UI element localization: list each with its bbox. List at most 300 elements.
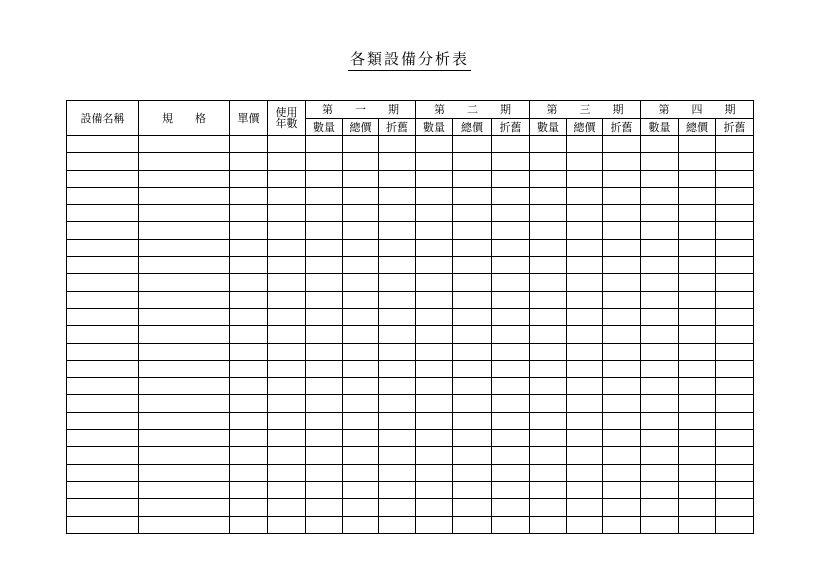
table-cell[interactable]: [530, 308, 567, 325]
table-cell[interactable]: [716, 308, 754, 325]
table-cell[interactable]: [603, 291, 641, 308]
table-cell[interactable]: [567, 360, 603, 377]
table-cell[interactable]: [67, 395, 139, 412]
table-cell[interactable]: [453, 360, 492, 377]
table-cell[interactable]: [603, 464, 641, 481]
table-cell[interactable]: [230, 395, 268, 412]
table-cell[interactable]: [306, 395, 343, 412]
table-cell[interactable]: [530, 516, 567, 533]
table-cell[interactable]: [416, 170, 453, 187]
table-cell[interactable]: [567, 153, 603, 170]
table-cell[interactable]: [716, 360, 754, 377]
table-cell[interactable]: [230, 516, 268, 533]
table-cell[interactable]: [379, 326, 416, 343]
table-cell[interactable]: [379, 170, 416, 187]
table-cell[interactable]: [492, 464, 530, 481]
table-cell[interactable]: [343, 378, 379, 395]
table-cell[interactable]: [567, 239, 603, 256]
table-cell[interactable]: [641, 481, 679, 498]
table-cell[interactable]: [492, 516, 530, 533]
table-cell[interactable]: [492, 395, 530, 412]
table-cell[interactable]: [716, 257, 754, 274]
table-cell[interactable]: [679, 499, 716, 516]
table-cell[interactable]: [641, 412, 679, 429]
table-cell[interactable]: [379, 499, 416, 516]
table-cell[interactable]: [230, 222, 268, 239]
table-cell[interactable]: [603, 447, 641, 464]
table-cell[interactable]: [453, 205, 492, 222]
table-cell[interactable]: [139, 326, 230, 343]
table-cell[interactable]: [679, 430, 716, 447]
table-cell[interactable]: [530, 447, 567, 464]
table-cell[interactable]: [679, 187, 716, 204]
table-cell[interactable]: [230, 239, 268, 256]
table-cell[interactable]: [530, 360, 567, 377]
table-cell[interactable]: [641, 343, 679, 360]
table-cell[interactable]: [492, 326, 530, 343]
table-cell[interactable]: [139, 516, 230, 533]
table-cell[interactable]: [492, 205, 530, 222]
table-cell[interactable]: [679, 222, 716, 239]
table-cell[interactable]: [139, 343, 230, 360]
table-cell[interactable]: [453, 257, 492, 274]
table-cell[interactable]: [453, 326, 492, 343]
table-cell[interactable]: [268, 464, 306, 481]
table-cell[interactable]: [453, 516, 492, 533]
table-cell[interactable]: [139, 153, 230, 170]
table-cell[interactable]: [343, 257, 379, 274]
table-cell[interactable]: [567, 187, 603, 204]
table-cell[interactable]: [139, 222, 230, 239]
table-cell[interactable]: [67, 222, 139, 239]
table-cell[interactable]: [492, 343, 530, 360]
table-cell[interactable]: [139, 430, 230, 447]
table-cell[interactable]: [379, 343, 416, 360]
table-cell[interactable]: [416, 378, 453, 395]
table-cell[interactable]: [416, 326, 453, 343]
table-cell[interactable]: [716, 136, 754, 153]
table-cell[interactable]: [453, 153, 492, 170]
table-cell[interactable]: [492, 187, 530, 204]
table-cell[interactable]: [567, 430, 603, 447]
table-cell[interactable]: [67, 257, 139, 274]
table-cell[interactable]: [416, 481, 453, 498]
table-cell[interactable]: [567, 291, 603, 308]
table-cell[interactable]: [416, 136, 453, 153]
table-cell[interactable]: [679, 136, 716, 153]
table-cell[interactable]: [530, 257, 567, 274]
table-cell[interactable]: [139, 360, 230, 377]
table-cell[interactable]: [492, 257, 530, 274]
table-cell[interactable]: [306, 447, 343, 464]
table-cell[interactable]: [679, 378, 716, 395]
table-cell[interactable]: [379, 153, 416, 170]
table-cell[interactable]: [567, 205, 603, 222]
table-cell[interactable]: [716, 291, 754, 308]
table-cell[interactable]: [453, 239, 492, 256]
table-cell[interactable]: [139, 187, 230, 204]
table-cell[interactable]: [641, 257, 679, 274]
table-cell[interactable]: [492, 360, 530, 377]
table-cell[interactable]: [716, 187, 754, 204]
table-cell[interactable]: [268, 274, 306, 291]
table-cell[interactable]: [268, 239, 306, 256]
table-cell[interactable]: [379, 136, 416, 153]
table-cell[interactable]: [641, 153, 679, 170]
table-cell[interactable]: [67, 516, 139, 533]
table-cell[interactable]: [716, 499, 754, 516]
table-cell[interactable]: [679, 239, 716, 256]
table-cell[interactable]: [379, 447, 416, 464]
table-cell[interactable]: [67, 239, 139, 256]
table-cell[interactable]: [603, 222, 641, 239]
table-cell[interactable]: [230, 499, 268, 516]
table-cell[interactable]: [679, 326, 716, 343]
table-cell[interactable]: [268, 447, 306, 464]
table-cell[interactable]: [641, 516, 679, 533]
table-cell[interactable]: [679, 257, 716, 274]
table-cell[interactable]: [453, 395, 492, 412]
table-cell[interactable]: [530, 291, 567, 308]
table-cell[interactable]: [453, 274, 492, 291]
table-cell[interactable]: [379, 257, 416, 274]
table-cell[interactable]: [306, 153, 343, 170]
table-cell[interactable]: [139, 136, 230, 153]
table-cell[interactable]: [67, 343, 139, 360]
table-cell[interactable]: [603, 378, 641, 395]
table-cell[interactable]: [641, 395, 679, 412]
table-cell[interactable]: [343, 360, 379, 377]
table-cell[interactable]: [641, 291, 679, 308]
table-cell[interactable]: [343, 499, 379, 516]
table-cell[interactable]: [530, 326, 567, 343]
table-cell[interactable]: [716, 153, 754, 170]
table-cell[interactable]: [641, 222, 679, 239]
table-cell[interactable]: [453, 308, 492, 325]
table-cell[interactable]: [230, 360, 268, 377]
table-cell[interactable]: [268, 205, 306, 222]
table-cell[interactable]: [641, 464, 679, 481]
table-cell[interactable]: [716, 378, 754, 395]
table-cell[interactable]: [230, 136, 268, 153]
table-cell[interactable]: [306, 170, 343, 187]
table-cell[interactable]: [343, 395, 379, 412]
table-cell[interactable]: [530, 343, 567, 360]
table-cell[interactable]: [679, 481, 716, 498]
table-cell[interactable]: [306, 516, 343, 533]
table-cell[interactable]: [603, 187, 641, 204]
table-cell[interactable]: [567, 343, 603, 360]
table-cell[interactable]: [306, 481, 343, 498]
table-cell[interactable]: [230, 187, 268, 204]
table-cell[interactable]: [641, 447, 679, 464]
table-cell[interactable]: [567, 395, 603, 412]
table-cell[interactable]: [679, 308, 716, 325]
table-cell[interactable]: [306, 257, 343, 274]
table-cell[interactable]: [453, 499, 492, 516]
table-cell[interactable]: [268, 187, 306, 204]
table-cell[interactable]: [567, 447, 603, 464]
table-cell[interactable]: [268, 395, 306, 412]
table-cell[interactable]: [67, 291, 139, 308]
table-cell[interactable]: [453, 464, 492, 481]
table-cell[interactable]: [379, 274, 416, 291]
table-cell[interactable]: [379, 464, 416, 481]
table-cell[interactable]: [603, 136, 641, 153]
table-cell[interactable]: [139, 308, 230, 325]
table-cell[interactable]: [379, 308, 416, 325]
table-cell[interactable]: [343, 343, 379, 360]
table-cell[interactable]: [716, 430, 754, 447]
table-cell[interactable]: [379, 291, 416, 308]
table-cell[interactable]: [416, 222, 453, 239]
table-cell[interactable]: [230, 464, 268, 481]
table-cell[interactable]: [453, 222, 492, 239]
table-cell[interactable]: [416, 205, 453, 222]
table-cell[interactable]: [679, 343, 716, 360]
table-cell[interactable]: [343, 516, 379, 533]
table-cell[interactable]: [641, 239, 679, 256]
table-cell[interactable]: [453, 378, 492, 395]
table-cell[interactable]: [679, 516, 716, 533]
table-cell[interactable]: [416, 153, 453, 170]
table-cell[interactable]: [268, 430, 306, 447]
table-cell[interactable]: [603, 481, 641, 498]
table-cell[interactable]: [306, 239, 343, 256]
table-cell[interactable]: [67, 136, 139, 153]
table-cell[interactable]: [603, 499, 641, 516]
table-cell[interactable]: [139, 291, 230, 308]
table-cell[interactable]: [453, 412, 492, 429]
table-cell[interactable]: [567, 412, 603, 429]
table-cell[interactable]: [230, 343, 268, 360]
table-cell[interactable]: [716, 274, 754, 291]
table-cell[interactable]: [379, 239, 416, 256]
table-cell[interactable]: [641, 170, 679, 187]
table-cell[interactable]: [641, 274, 679, 291]
table-cell[interactable]: [343, 447, 379, 464]
table-cell[interactable]: [379, 187, 416, 204]
table-cell[interactable]: [453, 136, 492, 153]
table-cell[interactable]: [641, 187, 679, 204]
table-cell[interactable]: [139, 447, 230, 464]
table-cell[interactable]: [716, 170, 754, 187]
table-cell[interactable]: [379, 395, 416, 412]
table-cell[interactable]: [67, 464, 139, 481]
table-cell[interactable]: [716, 205, 754, 222]
table-cell[interactable]: [67, 326, 139, 343]
table-cell[interactable]: [343, 153, 379, 170]
table-cell[interactable]: [641, 326, 679, 343]
table-cell[interactable]: [343, 222, 379, 239]
table-cell[interactable]: [603, 326, 641, 343]
table-cell[interactable]: [306, 412, 343, 429]
table-cell[interactable]: [230, 481, 268, 498]
table-cell[interactable]: [530, 170, 567, 187]
table-cell[interactable]: [567, 499, 603, 516]
table-cell[interactable]: [416, 360, 453, 377]
table-cell[interactable]: [716, 481, 754, 498]
table-cell[interactable]: [416, 516, 453, 533]
table-cell[interactable]: [567, 274, 603, 291]
table-cell[interactable]: [306, 205, 343, 222]
table-cell[interactable]: [567, 257, 603, 274]
table-cell[interactable]: [567, 464, 603, 481]
table-cell[interactable]: [268, 499, 306, 516]
table-cell[interactable]: [268, 257, 306, 274]
table-cell[interactable]: [492, 412, 530, 429]
table-cell[interactable]: [268, 378, 306, 395]
table-cell[interactable]: [306, 343, 343, 360]
table-cell[interactable]: [716, 222, 754, 239]
table-cell[interactable]: [67, 447, 139, 464]
table-cell[interactable]: [139, 170, 230, 187]
table-cell[interactable]: [268, 412, 306, 429]
table-cell[interactable]: [343, 326, 379, 343]
table-cell[interactable]: [343, 291, 379, 308]
table-cell[interactable]: [716, 516, 754, 533]
table-cell[interactable]: [530, 222, 567, 239]
table-cell[interactable]: [379, 430, 416, 447]
table-cell[interactable]: [530, 430, 567, 447]
table-cell[interactable]: [343, 481, 379, 498]
table-cell[interactable]: [306, 136, 343, 153]
table-cell[interactable]: [716, 343, 754, 360]
table-cell[interactable]: [268, 360, 306, 377]
table-cell[interactable]: [492, 308, 530, 325]
table-cell[interactable]: [416, 499, 453, 516]
table-cell[interactable]: [139, 481, 230, 498]
table-cell[interactable]: [603, 170, 641, 187]
table-cell[interactable]: [641, 499, 679, 516]
table-cell[interactable]: [230, 430, 268, 447]
table-cell[interactable]: [492, 378, 530, 395]
table-cell[interactable]: [230, 291, 268, 308]
table-cell[interactable]: [416, 291, 453, 308]
table-cell[interactable]: [530, 395, 567, 412]
table-cell[interactable]: [492, 481, 530, 498]
table-cell[interactable]: [641, 378, 679, 395]
table-cell[interactable]: [230, 326, 268, 343]
table-cell[interactable]: [416, 464, 453, 481]
table-cell[interactable]: [453, 170, 492, 187]
table-cell[interactable]: [139, 464, 230, 481]
table-cell[interactable]: [306, 360, 343, 377]
table-cell[interactable]: [268, 291, 306, 308]
table-cell[interactable]: [603, 308, 641, 325]
table-cell[interactable]: [453, 447, 492, 464]
table-cell[interactable]: [416, 239, 453, 256]
table-cell[interactable]: [567, 136, 603, 153]
table-cell[interactable]: [416, 274, 453, 291]
table-cell[interactable]: [530, 481, 567, 498]
table-cell[interactable]: [139, 274, 230, 291]
table-cell[interactable]: [343, 187, 379, 204]
table-cell[interactable]: [268, 153, 306, 170]
table-cell[interactable]: [67, 378, 139, 395]
table-cell[interactable]: [306, 326, 343, 343]
table-cell[interactable]: [230, 308, 268, 325]
table-cell[interactable]: [67, 481, 139, 498]
table-cell[interactable]: [416, 257, 453, 274]
table-cell[interactable]: [679, 412, 716, 429]
table-cell[interactable]: [379, 516, 416, 533]
table-cell[interactable]: [530, 378, 567, 395]
table-cell[interactable]: [567, 481, 603, 498]
table-cell[interactable]: [492, 239, 530, 256]
table-cell[interactable]: [343, 412, 379, 429]
table-cell[interactable]: [268, 343, 306, 360]
table-cell[interactable]: [603, 205, 641, 222]
table-cell[interactable]: [306, 464, 343, 481]
table-cell[interactable]: [416, 187, 453, 204]
table-cell[interactable]: [67, 412, 139, 429]
table-cell[interactable]: [641, 205, 679, 222]
table-cell[interactable]: [379, 360, 416, 377]
table-cell[interactable]: [139, 412, 230, 429]
table-cell[interactable]: [492, 222, 530, 239]
table-cell[interactable]: [268, 481, 306, 498]
table-cell[interactable]: [230, 205, 268, 222]
table-cell[interactable]: [679, 205, 716, 222]
table-cell[interactable]: [603, 274, 641, 291]
table-cell[interactable]: [343, 239, 379, 256]
table-cell[interactable]: [453, 430, 492, 447]
table-cell[interactable]: [416, 308, 453, 325]
table-cell[interactable]: [530, 274, 567, 291]
table-cell[interactable]: [679, 464, 716, 481]
table-cell[interactable]: [343, 170, 379, 187]
table-cell[interactable]: [230, 257, 268, 274]
table-cell[interactable]: [492, 430, 530, 447]
table-cell[interactable]: [641, 430, 679, 447]
table-cell[interactable]: [567, 308, 603, 325]
table-cell[interactable]: [567, 170, 603, 187]
table-cell[interactable]: [603, 430, 641, 447]
table-cell[interactable]: [67, 187, 139, 204]
table-cell[interactable]: [67, 274, 139, 291]
table-cell[interactable]: [530, 239, 567, 256]
table-cell[interactable]: [139, 257, 230, 274]
table-cell[interactable]: [67, 205, 139, 222]
table-cell[interactable]: [716, 326, 754, 343]
table-cell[interactable]: [230, 274, 268, 291]
table-cell[interactable]: [679, 170, 716, 187]
table-cell[interactable]: [716, 412, 754, 429]
table-cell[interactable]: [230, 447, 268, 464]
table-cell[interactable]: [139, 499, 230, 516]
table-cell[interactable]: [492, 291, 530, 308]
table-cell[interactable]: [530, 499, 567, 516]
table-cell[interactable]: [268, 136, 306, 153]
table-cell[interactable]: [603, 516, 641, 533]
table-cell[interactable]: [379, 222, 416, 239]
table-cell[interactable]: [679, 395, 716, 412]
table-cell[interactable]: [306, 274, 343, 291]
table-cell[interactable]: [716, 464, 754, 481]
table-cell[interactable]: [641, 136, 679, 153]
table-cell[interactable]: [416, 447, 453, 464]
table-cell[interactable]: [268, 222, 306, 239]
table-cell[interactable]: [343, 205, 379, 222]
table-cell[interactable]: [530, 205, 567, 222]
table-cell[interactable]: [603, 360, 641, 377]
table-cell[interactable]: [416, 412, 453, 429]
table-cell[interactable]: [679, 291, 716, 308]
table-cell[interactable]: [567, 222, 603, 239]
table-cell[interactable]: [268, 170, 306, 187]
table-cell[interactable]: [603, 343, 641, 360]
